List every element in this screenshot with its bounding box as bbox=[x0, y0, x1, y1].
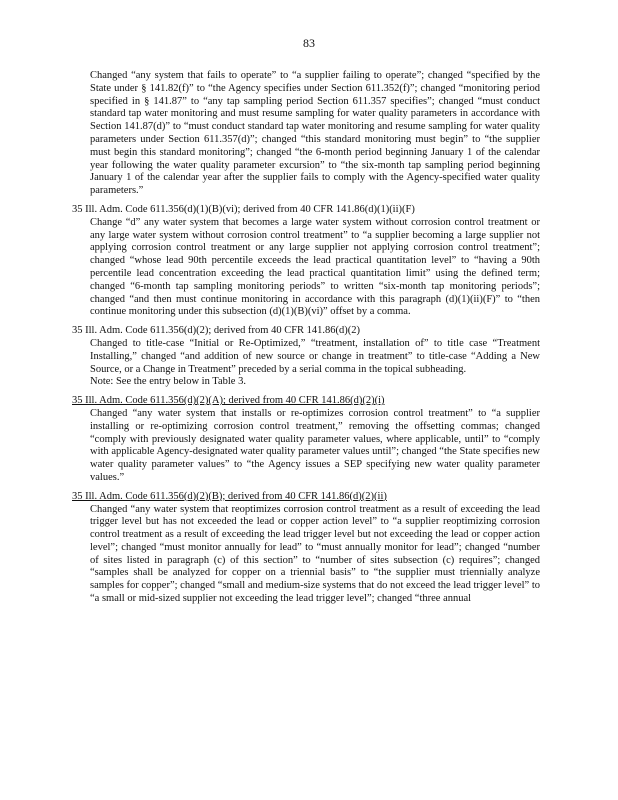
entry-4 bbox=[72, 491, 540, 606]
entry-1 bbox=[72, 204, 540, 319]
entry-body: Change “d” any water system that becomes a large water system without corrosion control treatment or any large water system without corrosion control treatment” to “a supplier becoming a large supplier not applying corrosion control treatment or any large supplier not applying corrosion control treatment”; changed “whose lead 90th percentile exceeds the lead practical quantitation level” to “having a 90th percentile lead concentration exceeding the lead practical quantitation limit” using the defined term; changed “6-month tap sampling monitoring periods” to written “six-month tap monitoring periods”; changed “and then must continue monitoring in accordance with this paragraph (d)(1)(ii)(F)” to “then continue monitoring under this subsection (d)(1)(B)(vi)” offset by a comma. bbox=[90, 216, 540, 318]
entry-citation: 35 Ill. Adm. Code 611.356(d)(2); derived from 40 CFR 141.86(d)(2) bbox=[72, 325, 361, 337]
entry-note: Note: See the entry below in Table 3. bbox=[90, 376, 246, 388]
entry-3 bbox=[72, 395, 540, 485]
entry-body: Changed to title-case “Initial or Re-Optimized,” “treatment, installation of” to title case “Treatment Installing,” changed “and addition of new source or change in treatment” to title-case “Adding a New Source, or a Change in Treatment” preceded by a serial comma in the topical subheading. bbox=[90, 337, 540, 375]
page-number: 83 bbox=[303, 36, 315, 50]
entry-body: Changed “any water system that installs or re-optimizes corrosion control treatment” to “a supplier installing or re-optimizing corrosion control treatment,” removing the offsetting commas; changed “comply with previously designated water quality parameter values, where applicable, until” to “comply with applicable Agency-designated water quality parameter values until”; changed “the State specifies new water quality parameter values” to “the Agency issues a SEP specifying new water quality parameter values.” bbox=[90, 407, 540, 483]
entry-body: Changed “any water system that reoptimizes corrosion control treatment as a result of exceeding the lead trigger level but has not exceeded the lead or copper action level” to “a supplier reoptimizing corrosion control treatment as a result of exceeding the lead trigger level but not exceeding the lead or copper action level”; changed “must monitor annually for lead” to “must annually monitor for lead”; changed “number of sites listed in paragraph (c) of this section” to “number of sites subsection (c) requires”; changed “samples shall be analyzed for copper on a triennial basis” to “the supplier must triennially analyze samples for copper”; changed “small and medium-size systems that do not exceed the lead trigger level” to “a small or mid-sized supplier not exceeding the lead trigger level”; changed “three annual bbox=[90, 503, 540, 605]
entry-citation: 35 Ill. Adm. Code 611.356(d)(2)(B); derived from 40 CFR 141.86(d)(2)(ii) bbox=[72, 490, 387, 502]
continued-paragraph: Changed “any system that fails to operate” to “a supplier failing to operate”; changed “specified by the State under § 141.82(f)” to “the Agency specifies under Section 611.352(f)”; changed “monitoring period specified in § 141.87” to “any tap sampling period Section 611.357 specifies”; changed “must conduct standard tap water monitoring and must resume sampling for water quality parameters in accordance with Section 141.87(d)” to “must conduct standard tap water monitoring and resume sampling for water quality parameters under Section 611.357(d)”; changed “this standard monitoring must begin” to “the supplier must begin this standard monitoring”; changed “the 6-month period beginning January 1 of the calendar year following the water quality parameter excursion” to “the six-month tap sampling period beginning January 1 of the calendar year after the supplier fails to comply with the Agency-specified water quality parameters.” bbox=[90, 70, 540, 197]
entry-citation: 35 Ill. Adm. Code 611.356(d)(1)(B)(vi); derived from 40 CFR 141.86(d)(1)(ii)(F) bbox=[72, 203, 415, 215]
document-body bbox=[72, 70, 540, 612]
entry-citation: 35 Ill. Adm. Code 611.356(d)(2)(A); derived from 40 CFR 141.86(d)(2)(i) bbox=[72, 395, 385, 407]
entry-2 bbox=[72, 325, 540, 389]
